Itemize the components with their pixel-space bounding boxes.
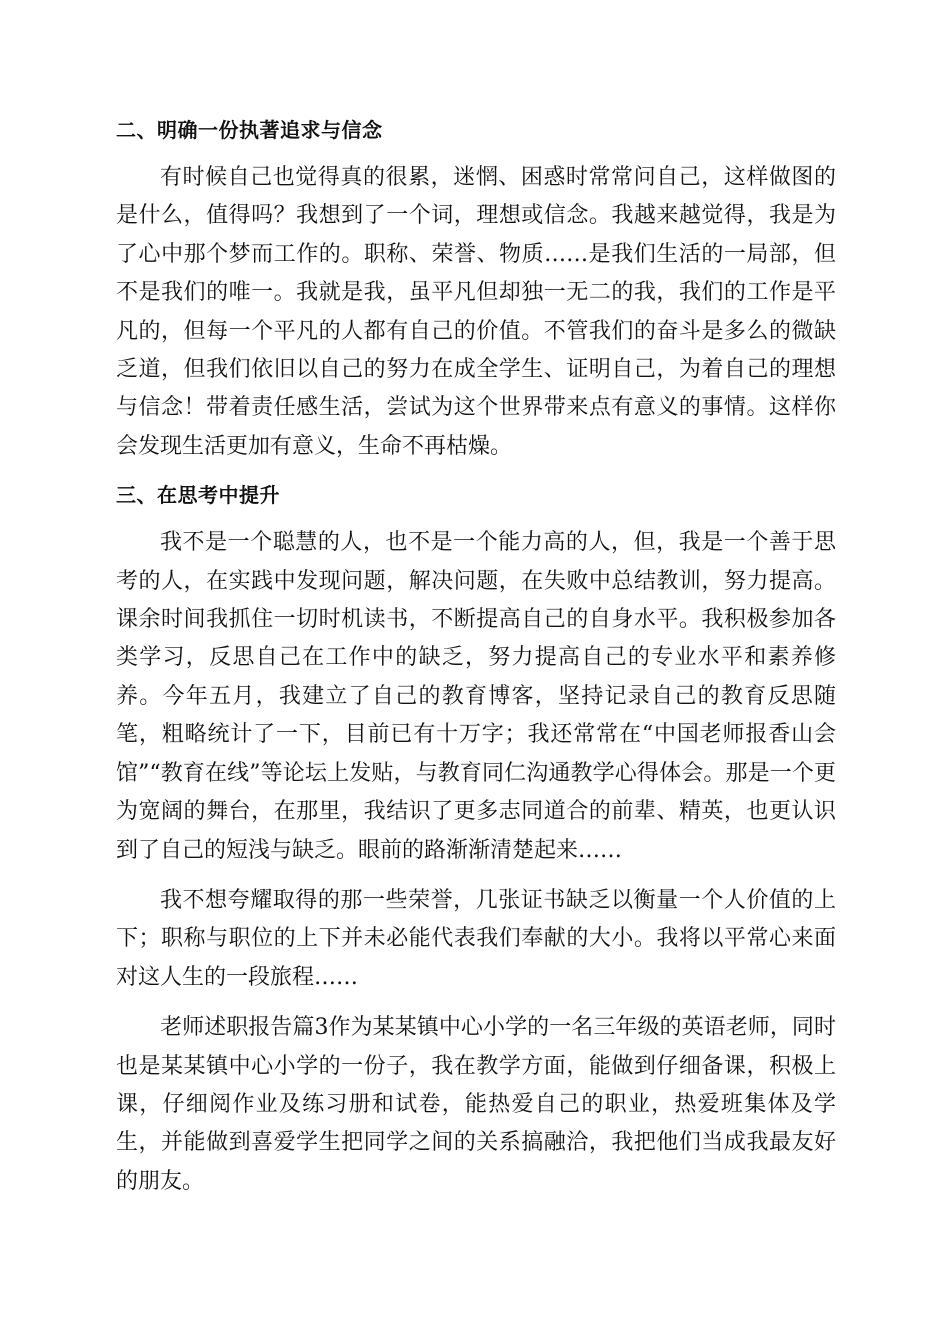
section-2-paragraph-1: 有时候自己也觉得真的很累，迷惘、困惑时常常问自己，这样做图的是什么，值得吗？我想到了一个词，理想或信念。我越来越觉得，我是为了心中那个梦而工作的。职称、荣誉、物质……是我们生活的一局部，但不是我们的唯一。我就是我，虽平凡但却独一无二的我，我们的工作是平凡的，但每一个平凡的人都有自己的价值。不管我们的奋斗是多么的微缺乏道，但我们依旧以自己的努力在成全学生、证明自己，为着自己的理想与信念！带着责任感生活，尝试为这个世界带来点有意义的事情。这样你会发现生活更加有意义，生命不再枯燥。 (116, 165, 836, 459)
section-3-paragraph-1: 我不是一个聪慧的人，也不是一个能力高的人，但，我是一个善于思考的人，在实践中发现问题，解决问题，在失败中总结教训，努力提高。课余时间我抓住一切时机读书，不断提高自己的自身水平。我积极参加各类学习，反思自己在工作中的缺乏，努力提高自己的专业水平和素养修养。今年五月，我建立了自己的教育博客，坚持记录自己的教育反思随笔，粗略统计了一下，目前已有十万字；我还常常在“中国老师报香山会馆”“教育在线”等论坛上发贴，与教育同仁沟通教学心得体会。那是一个更为宽阔的舞台，在那里，我结识了更多志同道合的前辈、精英，也更认识到了自己的短浅与缺乏。眼前的路渐渐清楚起来…… (116, 530, 836, 863)
section-3-paragraph-3: 老师述职报告篇3作为某某镇中心小学的一名三年级的英语老师，同时也是某某镇中心小学的一份子，我在教学方面，能做到仔细备课，积极上课，仔细阅作业及练习册和试卷，能热爱自己的职业，热爱班集体及学生，并能做到喜爱学生把同学之间的关系搞融洽，我把他们当成我最友好的朋友。 (116, 1015, 836, 1194)
section-heading-2: 二、明确一份执著追求与信念 (116, 118, 383, 142)
section-3-paragraph-2: 我不想夸耀取得的那一些荣誉，几张证书缺乏以衡量一个人价值的上下；职称与职位的上下并未必能代表我们奉献的大小。我将以平常心来面对这人生的一段旅程…… (116, 887, 836, 990)
document-page (116, 113, 836, 1213)
section-heading-3: 三、在思考中提升 (116, 483, 280, 508)
